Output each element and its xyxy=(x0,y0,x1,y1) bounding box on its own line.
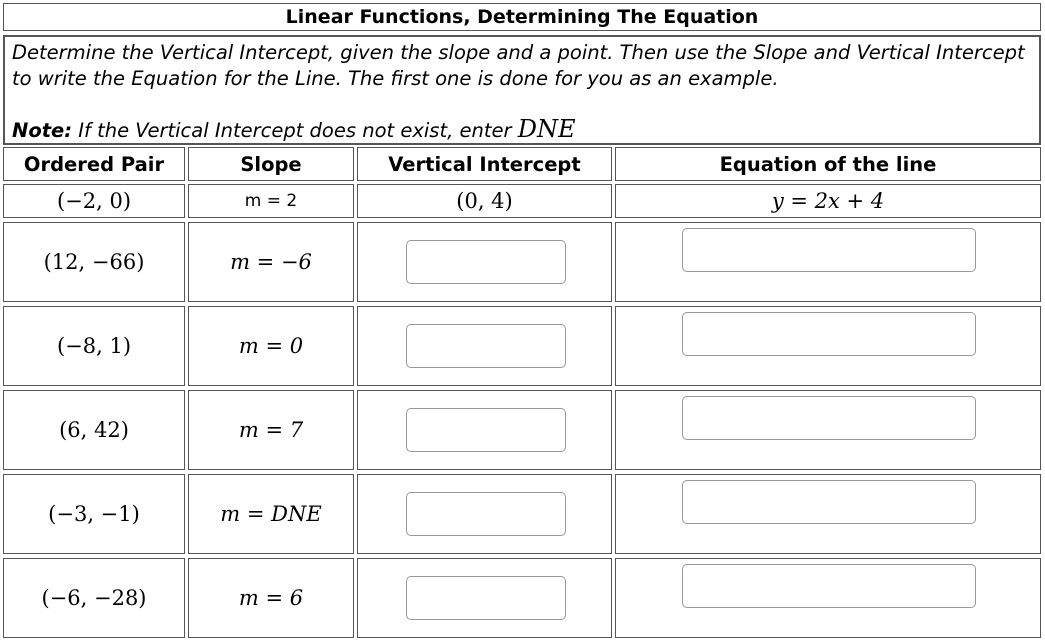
page-title: Linear Functions, Determining The Equation xyxy=(3,3,1041,31)
vertical-intercept-input[interactable] xyxy=(406,492,566,536)
row-ordered-pair: (12, −66) xyxy=(3,222,185,302)
header-ordered-pair: Ordered Pair xyxy=(3,147,185,181)
instructions-line-1: Determine the Vertical Intercept, given the slope and a point. Then use the Slope and Vertical Intercept xyxy=(12,41,1025,64)
header-equation: Equation of the line xyxy=(615,147,1041,181)
row-ordered-pair: (6, 42) xyxy=(3,390,185,470)
equation-input[interactable] xyxy=(682,228,976,272)
row-ordered-pair: (−8, 1) xyxy=(3,306,185,386)
row-ordered-pair: (−6, −28) xyxy=(3,558,185,638)
header-vertical-intercept: Vertical Intercept xyxy=(357,147,612,181)
row-slope: m = 6 xyxy=(188,558,354,638)
equation-input[interactable] xyxy=(682,396,976,440)
example-vertical-intercept: (0, 4) xyxy=(357,184,612,218)
instructions-line-2: to write the Equation for the Line. The first one is done for you as an example. xyxy=(12,67,779,90)
note-text: If the Vertical Intercept does not exist, enter xyxy=(72,119,518,142)
example-slope: m = 2 xyxy=(188,184,354,218)
header-slope: Slope xyxy=(188,147,354,181)
row-slope: m = 7 xyxy=(188,390,354,470)
vertical-intercept-input[interactable] xyxy=(406,576,566,620)
equation-input[interactable] xyxy=(682,312,976,356)
vertical-intercept-input[interactable] xyxy=(406,240,566,284)
note-label: Note: xyxy=(12,119,73,142)
note xyxy=(12,115,575,143)
note-dne: DNE xyxy=(517,115,576,143)
equation-input[interactable] xyxy=(682,480,976,524)
instructions-panel xyxy=(3,35,1041,145)
example-ordered-pair: (−2, 0) xyxy=(3,184,185,218)
row-ordered-pair: (−3, −1) xyxy=(3,474,185,554)
equation-input[interactable] xyxy=(682,564,976,608)
vertical-intercept-input[interactable] xyxy=(406,408,566,452)
row-slope: m = 0 xyxy=(188,306,354,386)
row-slope: m = −6 xyxy=(188,222,354,302)
row-slope: m = DNE xyxy=(188,474,354,554)
vertical-intercept-input[interactable] xyxy=(406,324,566,368)
example-equation: y = 2x + 4 xyxy=(615,184,1041,218)
